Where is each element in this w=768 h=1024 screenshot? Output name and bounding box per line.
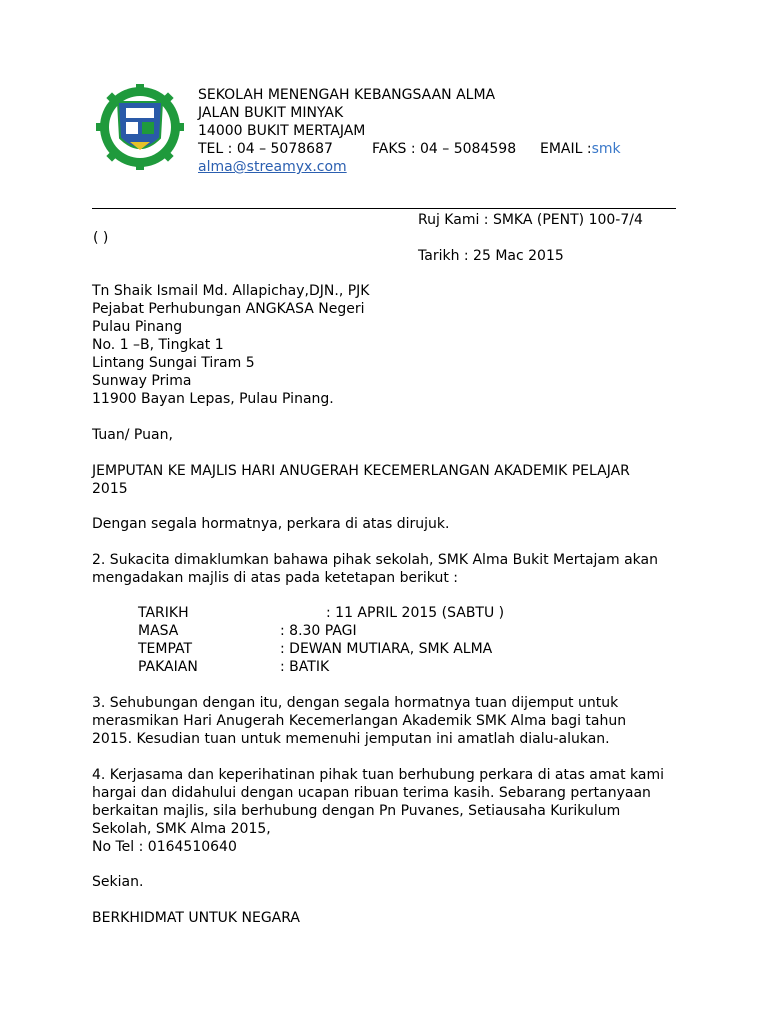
intro-paragraph [92,515,682,533]
reference-number: Ruj Kami : SMKA (PENT) 100-7/4 [418,212,643,228]
recipient-line: No. 1 –B, Tingkat 1 [92,337,224,353]
detail-label: TARIKH [138,605,189,621]
school-street: JALAN BUKIT MINYAK [198,105,344,121]
detail-label: PAKAIAN [138,659,198,675]
paragraph-line: merasmikan Hari Anugerah Kecemerlangan Akademik SMK Alma bagi tahun [92,713,627,729]
paragraph-line: berkaitan majlis, sila berhubung dengan Pn Puvanes, Setiausaha Kurikulum [92,803,621,819]
paragraph-3 [92,694,682,748]
recipient-address [92,282,369,408]
closing-text: Sekian. [92,874,144,890]
paragraph-2 [92,551,682,587]
paragraph-line: hargai dan didahului dengan ucapan ribuan terima kasih. Sebarang pertanyaan [92,785,651,801]
paragraph-line: Sekolah, SMK Alma 2015, [92,821,271,837]
letter-subject [92,462,682,498]
letter-date: Tarikh : 25 Mac 2015 [418,248,564,264]
paragraph-line: No Tel : 0164510640 [92,839,237,855]
detail-label: TEMPAT [138,641,193,657]
detail-value: : DEWAN MUTIARA, SMK ALMA [280,641,493,657]
paragraph-4 [92,766,682,856]
email-link-part1[interactable]: smk [591,141,621,157]
school-logo [96,84,184,170]
paragraph-line: mengadakan majlis di atas pada ketetapan berikut : [92,570,458,586]
detail-value: : 11 APRIL 2015 (SABTU ) [326,605,505,621]
closing [92,873,682,891]
salutation [92,426,682,444]
paragraph-line: 2015. Kesudian tuan untuk memenuhi jemputan ini amatlah dialu-alukan. [92,731,610,747]
recipient-line: Tn Shaik Ismail Md. Allapichay,DJN., PJK [92,283,370,299]
intro-text: Dengan segala hormatnya, perkara di atas dirujuk. [92,516,450,532]
recipient-line: Pejabat Perhubungan ANGKASA Negeri [92,301,365,317]
contact-row [198,140,621,158]
paragraph-line: 3. Sehubungan dengan itu, dengan segala hormatnya tuan dijemput untuk [92,695,619,711]
school-name: SEKOLAH MENENGAH KEBANGSAAN ALMA [198,87,496,103]
motto [92,909,682,927]
recipient-line: Sunway Prima [92,373,192,389]
fax: FAKS : 04 – 5084598 [372,141,517,157]
recipient-line: Pulau Pinang [92,319,183,335]
email-label: EMAIL : [540,141,592,157]
subject-line: 2015 [92,481,128,497]
salutation-text: Tuan/ Puan, [92,427,173,443]
subject-line: JEMPUTAN KE MAJLIS HARI ANUGERAH KECEMERLANGAN AKADEMIK PELAJAR [92,463,630,479]
recipient-line: Lintang Sungai Tiram 5 [92,355,255,371]
detail-value: : BATIK [280,659,330,675]
paragraph-line: 2. Sukacita dimaklumkan bahawa pihak sekolah, SMK Alma Bukit Mertajam akan [92,552,658,568]
motto-text: BERKHIDMAT UNTUK NEGARA [92,910,300,926]
school-letterhead [198,86,621,176]
paragraph-line: 4. Kerjasama dan keperihatinan pihak tuan berhubung perkara di atas amat kami [92,767,665,783]
telephone: TEL : 04 – 5078687 [198,141,333,157]
email-link-part2[interactable]: alma@streamyx.com [198,159,347,175]
detail-label: MASA [138,623,179,639]
reference-parenthesis: ( ) [93,230,109,246]
detail-value: : 8.30 PAGI [280,623,357,639]
header-divider [92,208,676,209]
recipient-line: 11900 Bayan Lepas, Pulau Pinang. [92,391,334,407]
school-postcode-city: 14000 BUKIT MERTAJAM [198,123,366,139]
